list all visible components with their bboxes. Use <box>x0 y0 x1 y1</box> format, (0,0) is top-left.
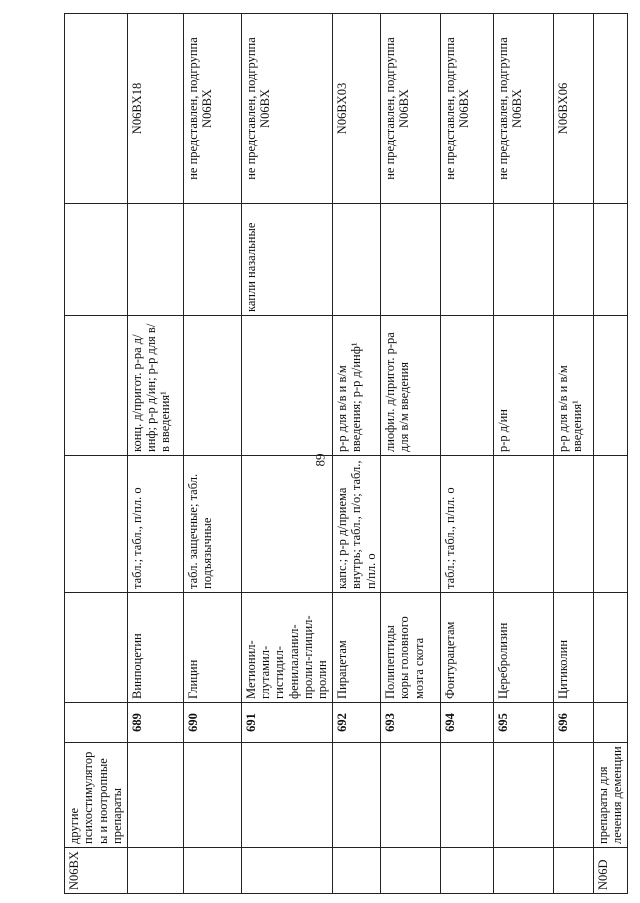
name-cell: Пирацетам <box>332 593 380 703</box>
atc-cell <box>493 848 553 894</box>
forms3-cell <box>65 204 128 316</box>
group-cell: другие психостимуляторы и ноотропные препараты <box>65 743 128 848</box>
forms-cell <box>241 456 332 593</box>
num-cell: 691 <box>241 703 332 743</box>
atc-cell <box>553 848 593 894</box>
name-cell: Цитиколин <box>553 593 593 703</box>
note-cell <box>593 14 627 204</box>
forms2-cell <box>440 316 493 456</box>
forms-cell: табл. защечные; табл. подъязычные <box>183 456 241 593</box>
forms-cell: капс.; р-р д/приема внутрь; табл., п/о; табл., п/пл. о <box>332 456 380 593</box>
group-cell <box>380 743 440 848</box>
forms-cell: табл.; табл., п/пл. о <box>127 456 183 593</box>
group-cell <box>553 743 593 848</box>
num-cell: 692 <box>332 703 380 743</box>
name-cell: Винпоцетин <box>127 593 183 703</box>
forms3-cell <box>440 204 493 316</box>
forms3-cell <box>593 204 627 316</box>
forms2-cell: р-р для в/в и в/м введения; р-р д/инф¹ <box>332 316 380 456</box>
group-cell <box>241 743 332 848</box>
note-cell: N06BX03 <box>332 14 380 204</box>
note-cell: не представлен, подгруппа N06BX <box>183 14 241 204</box>
forms-cell <box>553 456 593 593</box>
name-cell: Глицин <box>183 593 241 703</box>
table-row <box>241 14 332 894</box>
num-cell: 693 <box>380 703 440 743</box>
group-cell: препараты для лечения деменции <box>593 743 627 848</box>
table-row <box>553 14 593 894</box>
forms2-cell: лиофил. д/пригот. р-ра для в/м введения <box>380 316 440 456</box>
group-cell <box>332 743 380 848</box>
drug-table <box>64 13 628 894</box>
rotated-table-frame <box>64 14 625 894</box>
forms3-cell <box>183 204 241 316</box>
note-cell: не представлен, подгруппа N06BX <box>241 14 332 204</box>
num-cell: 695 <box>493 703 553 743</box>
name-cell: Церебролизин <box>493 593 553 703</box>
group-cell <box>183 743 241 848</box>
forms2-cell <box>241 316 332 456</box>
table-rotated <box>64 14 625 894</box>
table-row <box>440 14 493 894</box>
note-cell: не представлен, подгруппа N06BX <box>440 14 493 204</box>
num-cell: 694 <box>440 703 493 743</box>
table-row <box>183 14 241 894</box>
name-cell: Фонтурацетам <box>440 593 493 703</box>
forms3-cell <box>380 204 440 316</box>
forms-cell <box>380 456 440 593</box>
table-row <box>493 14 553 894</box>
forms2-cell <box>593 316 627 456</box>
table-row <box>380 14 440 894</box>
page-number: 89 <box>312 453 327 467</box>
forms3-cell <box>493 204 553 316</box>
table-row <box>593 14 627 894</box>
name-cell <box>593 593 627 703</box>
table-row <box>332 14 380 894</box>
name-cell <box>65 593 128 703</box>
group-cell <box>127 743 183 848</box>
atc-cell <box>380 848 440 894</box>
forms2-cell: конц. д/пригот. р-ра д/инф; р-р д/ин; р-р для в/в введения¹ <box>127 316 183 456</box>
num-cell <box>65 703 128 743</box>
group-cell <box>493 743 553 848</box>
forms2-cell: р-р д/ин <box>493 316 553 456</box>
forms-cell <box>65 456 128 593</box>
note-cell: N06BX18 <box>127 14 183 204</box>
name-cell: Метионил-глутамил-гистидил-фенилаланил-пролил-глицил-пролин <box>241 593 332 703</box>
num-cell: 690 <box>183 703 241 743</box>
table-row <box>65 14 128 894</box>
forms2-cell <box>183 316 241 456</box>
num-cell <box>593 703 627 743</box>
forms3-cell <box>127 204 183 316</box>
num-cell: 689 <box>127 703 183 743</box>
atc-cell <box>440 848 493 894</box>
atc-cell <box>127 848 183 894</box>
forms3-cell <box>332 204 380 316</box>
forms-cell <box>493 456 553 593</box>
atc-cell: N06D <box>593 848 627 894</box>
group-cell <box>440 743 493 848</box>
name-cell: Полипептиды коры головного мозга скота <box>380 593 440 703</box>
num-cell: 696 <box>553 703 593 743</box>
forms2-cell <box>65 316 128 456</box>
atc-cell <box>332 848 380 894</box>
note-cell <box>65 14 128 204</box>
forms3-cell: капли назальные <box>241 204 332 316</box>
forms-cell <box>593 456 627 593</box>
note-cell: N06BX06 <box>553 14 593 204</box>
note-cell: не представлен, подгруппа N06BX <box>493 14 553 204</box>
atc-cell <box>183 848 241 894</box>
atc-cell: N06BX <box>65 848 128 894</box>
table-row <box>127 14 183 894</box>
forms2-cell: р-р для в/в и в/м введения¹ <box>553 316 593 456</box>
forms-cell: табл.; табл., п/пл. о <box>440 456 493 593</box>
atc-cell <box>241 848 332 894</box>
note-cell: не представлен, подгруппа N06BX <box>380 14 440 204</box>
forms3-cell <box>553 204 593 316</box>
